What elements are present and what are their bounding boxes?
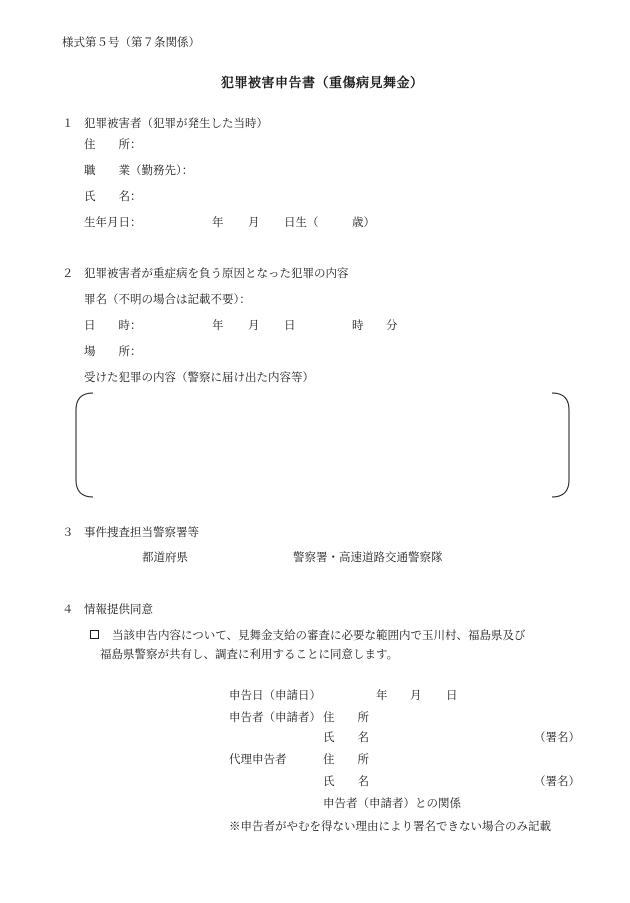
consent-checkbox[interactable] xyxy=(90,630,99,642)
applicant-label: 申告者（申請者） xyxy=(229,710,321,724)
crime-month: 月 xyxy=(248,318,260,332)
crime-hour: 時 xyxy=(352,318,364,332)
crime-name-label: 罪名（不明の場合は記載不要）： xyxy=(84,292,251,306)
birth-month: 月 xyxy=(248,215,260,229)
section4-number: ４ xyxy=(62,602,74,616)
consent-text-line1: 当該申告内容について、見舞金支給の審査に必要な範囲内で玉川村、福島県及び xyxy=(112,628,526,642)
section3-heading: 事件捜査担当警察署等 xyxy=(84,525,199,539)
signature-note: ※申告者がやむを得ない理由により署名できない場合のみ記載 xyxy=(229,819,551,833)
agent-label: 代理申告者 xyxy=(229,752,287,766)
crime-minute: 分 xyxy=(386,318,398,332)
section2-heading: 犯罪被害者が重症病を負う原因となった犯罪の内容 xyxy=(84,266,349,280)
victim-birth-label: 生年月日： xyxy=(84,215,142,229)
crime-day: 日 xyxy=(284,318,296,332)
section1-number: １ xyxy=(62,116,74,130)
police-station-label: 警察署・高速道路交通警察隊 xyxy=(293,550,443,564)
crime-datetime-label: 日 時： xyxy=(84,318,142,332)
form-number: 様式第５号（第７条関係） xyxy=(62,35,200,49)
victim-age: 歳） xyxy=(352,215,375,229)
application-date-label: 申告日（申請日） xyxy=(229,688,321,702)
victim-address-label: 住 所： xyxy=(84,137,142,151)
crime-place-label: 場 所： xyxy=(84,344,142,358)
birth-year: 年 xyxy=(212,215,224,229)
consent-text-line2: 福島県警察が共有し、調査に利用することに同意します。 xyxy=(100,647,399,661)
document-title: 犯罪被害申告書（重傷病見舞金） xyxy=(221,76,424,91)
applicant-name-label: 氏 名 xyxy=(323,730,369,744)
victim-name-label: 氏 名： xyxy=(84,189,142,203)
agent-name-label: 氏 名 xyxy=(323,774,369,788)
section4-heading: 情報提供同意 xyxy=(84,602,153,616)
prefecture-label: 都道府県 xyxy=(142,550,188,564)
agent-relation-label: 申告者（申請者）との関係 xyxy=(323,796,461,810)
agent-address-label: 住 所 xyxy=(323,752,369,766)
agent-signature-mark: （署名） xyxy=(534,774,580,788)
applicant-signature-mark: （署名） xyxy=(534,730,580,744)
crime-year: 年 xyxy=(212,318,224,332)
birth-day: 日生（ xyxy=(284,215,319,229)
section3-number: ３ xyxy=(62,525,74,539)
application-month: 月 xyxy=(410,688,422,702)
application-day: 日 xyxy=(446,688,458,702)
section2-number: ２ xyxy=(62,266,74,280)
applicant-address-label: 住 所 xyxy=(323,710,369,724)
crime-content-bracket[interactable] xyxy=(75,392,570,498)
crime-content-label: 受けた犯罪の内容（警察に届け出た内容等） xyxy=(84,370,314,384)
section1-heading: 犯罪被害者（犯罪が発生した当時） xyxy=(84,116,268,130)
application-year: 年 xyxy=(376,688,388,702)
victim-occupation-label: 職 業（勤務先）： xyxy=(84,163,194,177)
